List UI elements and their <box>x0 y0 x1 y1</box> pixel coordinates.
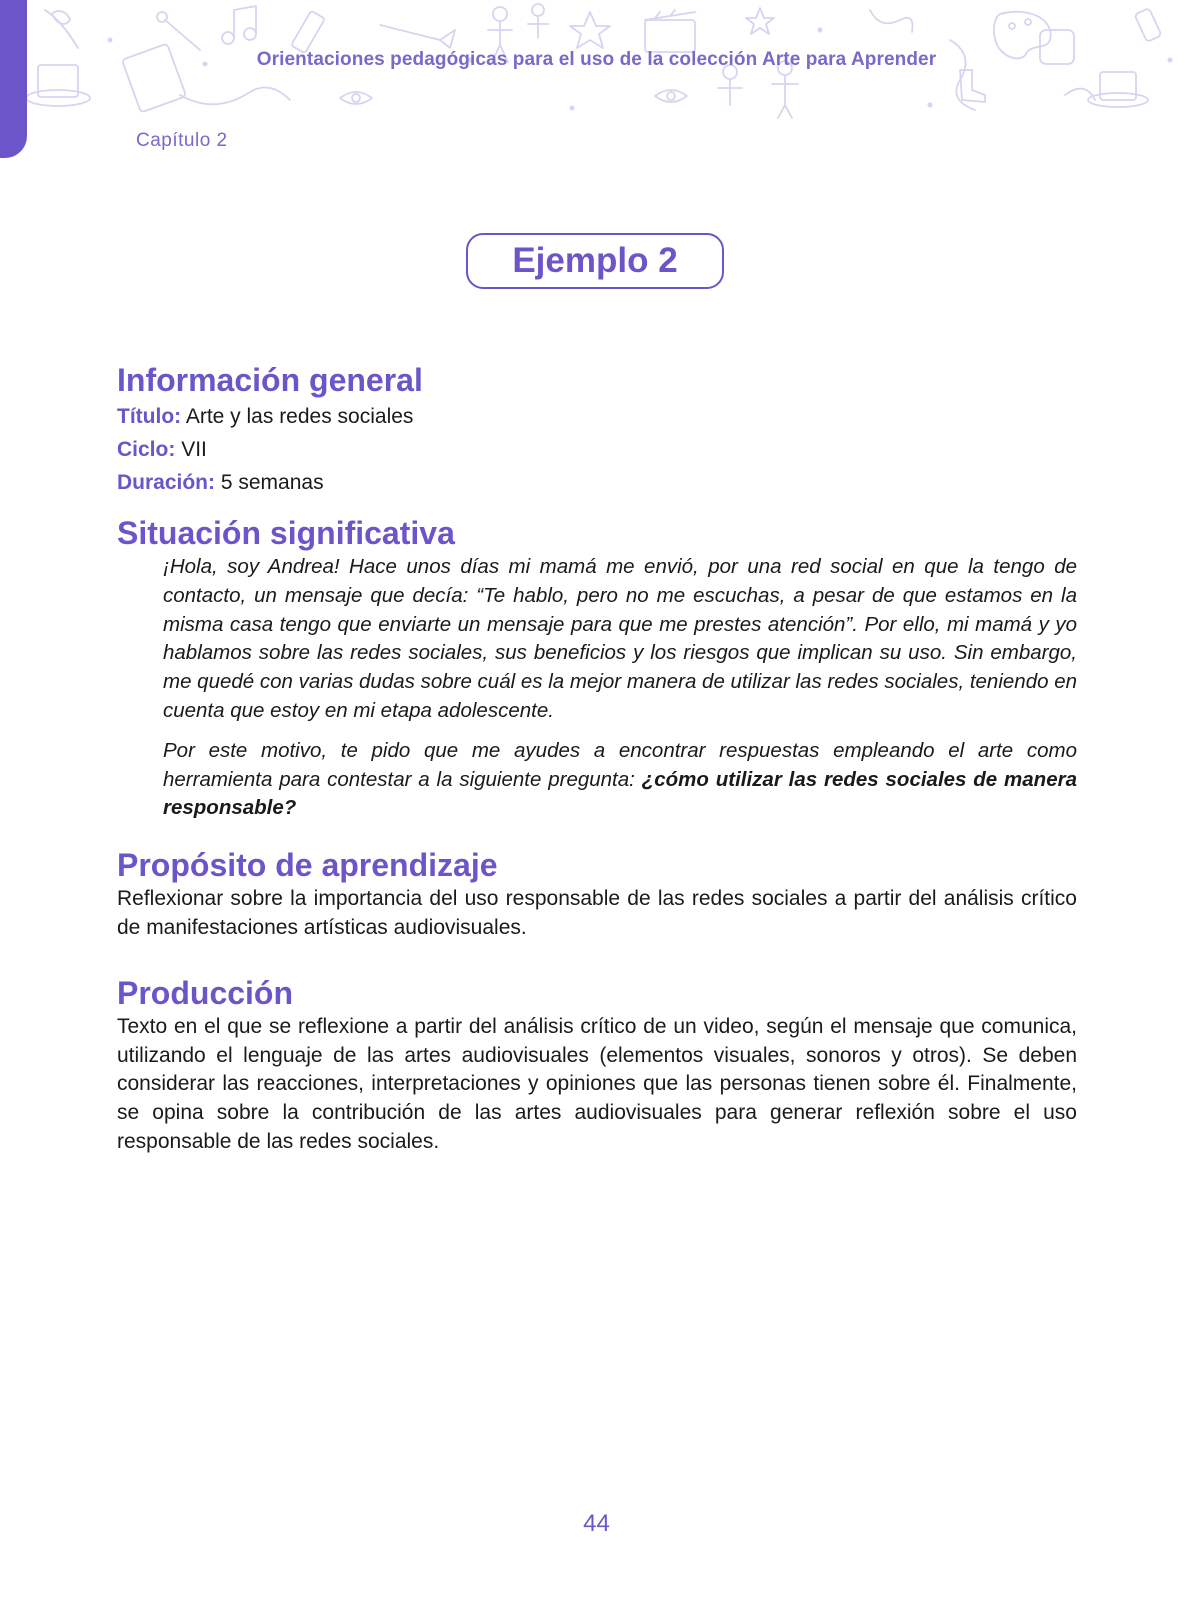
purpose-text: Reflexionar sobre la importancia del uso responsable de las redes sociales a partir del análisis crítico de manifestaciones artísticas audiovisuales. <box>117 887 1077 939</box>
situation-paragraph-1: ¡Hola, soy Andrea! Hace unos días mi mamá me envió, por una red social en que la tengo de contacto, un mensaje que decía: “Te hablo, pero no me escuchas, a pesar de que estamos en la misma casa tengo que enviarte un mensaje para que me prestes atención”. Por ello, mi mamá y yo hablamos sobre las redes sociales, sus beneficios y los riesgos que implican su uso. Sin embargo, me quedé con varias dudas sobre cuál es la mejor manera de utilizar las redes sociales, teniendo en cuenta que estoy en mi etapa adolescente. <box>163 555 1077 722</box>
cycle-label: Ciclo: <box>117 438 176 461</box>
duration-line <box>117 466 1077 499</box>
running-header-title: Orientaciones pedagógicas para el uso de la colección Arte para Aprender <box>256 49 937 70</box>
situation-paragraph-2 <box>163 737 1077 823</box>
purpose-heading: Propósito de aprendizaje <box>117 847 498 884</box>
production-section <box>117 973 1077 1157</box>
title-value: Arte y las redes sociales <box>185 405 414 428</box>
main-content <box>117 360 1077 1157</box>
general-info-section <box>117 360 1077 499</box>
situation-paragraph-2-intro: Por este motivo, te pido que me ayudes a encontrar respuestas empleando el arte como herramienta para contestar a la siguiente pregunta: <box>163 738 1077 791</box>
title-label: Título: <box>117 405 182 428</box>
example-title-box: Ejemplo 2 <box>466 233 724 289</box>
situation-question: ¿cómo utilizar las redes sociales de manera responsable? <box>163 767 1077 820</box>
production-text: Texto en el que se reflexione a partir del análisis crítico de un video, según el mensaje que comunica, utilizando el lenguaje de las artes audiovisuales (elementos visuales, sonoros y otros). Se deben considerar las reacciones, interpretaciones y opiniones que las personas tienen sobre él. Finalmente, se opina sobre la contribución de las artes audiovisuales para generar reflexión sobre el uso responsable de las redes sociales. <box>117 1014 1077 1153</box>
production-heading: Producción <box>117 974 294 1011</box>
page-number: 44 <box>583 1510 610 1537</box>
chapter-side-tab <box>0 0 27 158</box>
duration-label: Duración: <box>117 471 216 494</box>
purpose-section <box>117 845 1077 943</box>
chapter-label: Capítulo 2 <box>136 130 228 151</box>
situation-heading: Situación significativa <box>117 515 455 551</box>
situation-section <box>117 513 1077 823</box>
general-info-heading: Información general <box>117 362 423 398</box>
title-line <box>117 400 1077 433</box>
duration-value: 5 semanas <box>220 471 324 494</box>
situation-story <box>163 553 1077 823</box>
cycle-line <box>117 433 1077 466</box>
cycle-value: VII <box>181 438 207 461</box>
